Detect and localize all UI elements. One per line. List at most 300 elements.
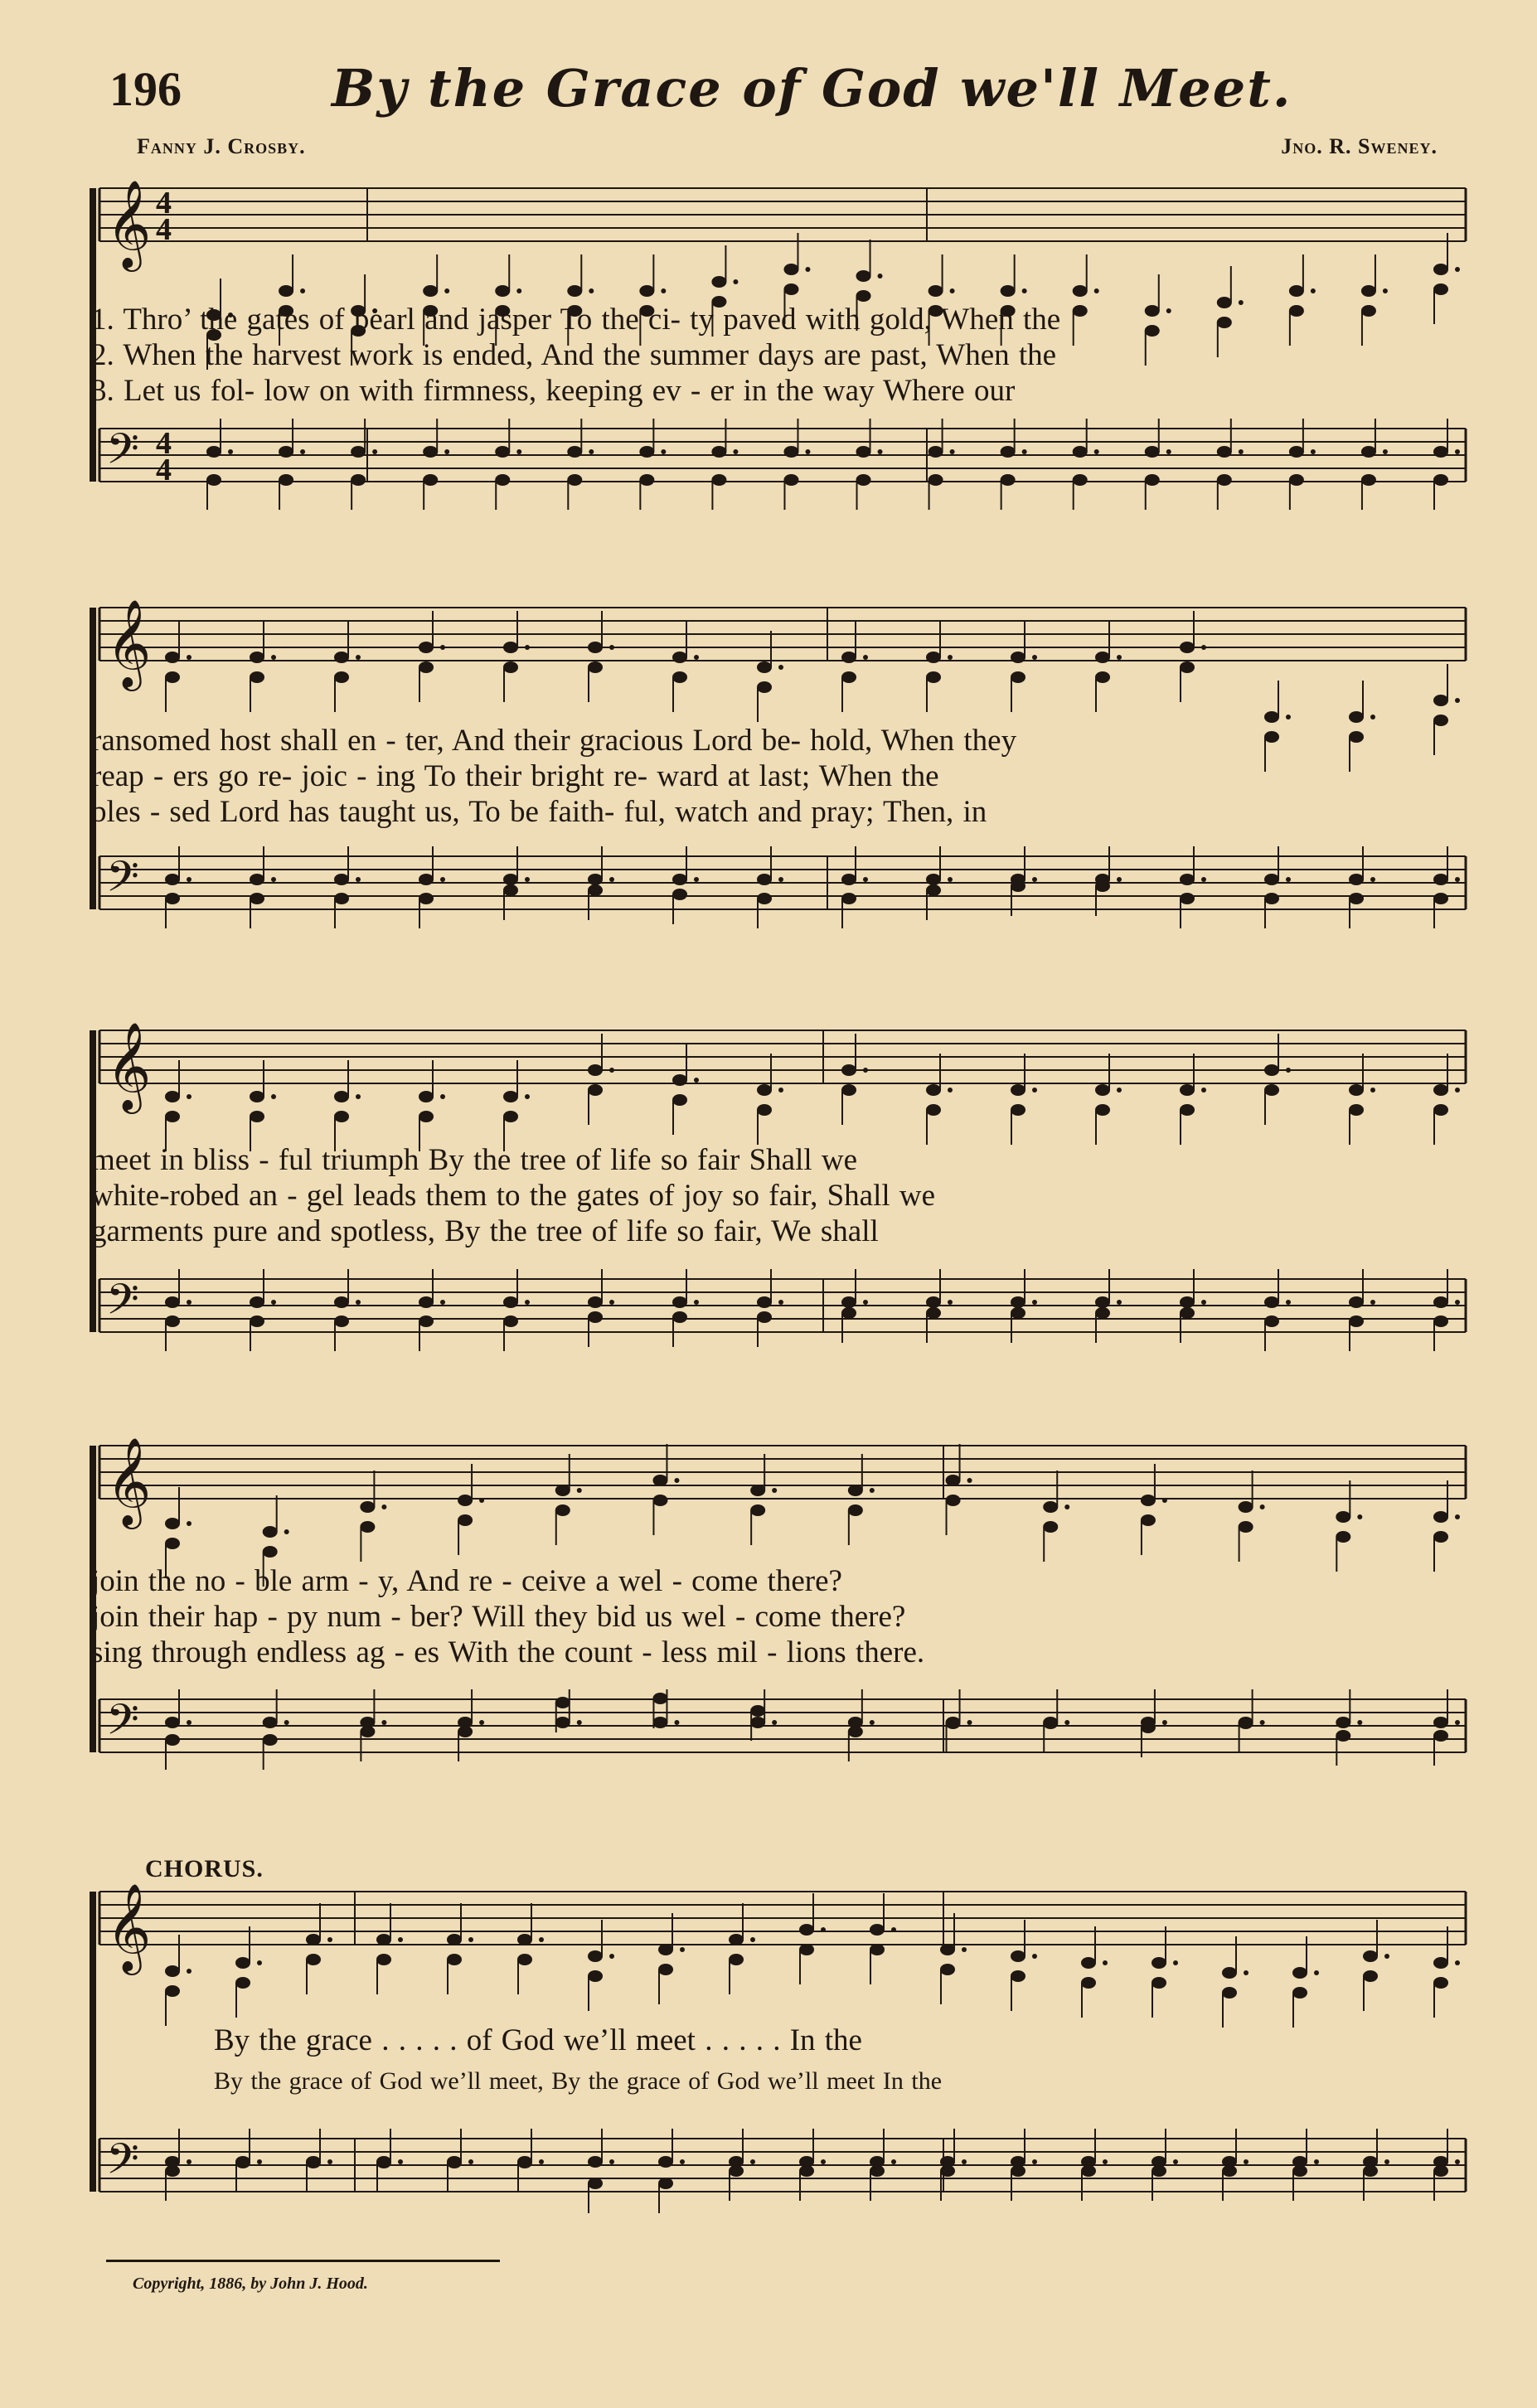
note-head <box>1363 1970 1378 1982</box>
lyric-verse-3: 3. Let us fol- low on with firmness, keeping ev - er in the way Where our <box>91 374 1016 408</box>
note-dot <box>609 1300 614 1305</box>
note-dot <box>1032 877 1037 882</box>
note-head <box>250 671 264 683</box>
note-dot <box>1311 449 1316 454</box>
note-head <box>503 661 518 673</box>
note-dot <box>948 1300 953 1305</box>
note-head <box>1011 2165 1025 2177</box>
note-dot <box>778 1088 783 1093</box>
note-head <box>1217 474 1232 486</box>
note-dot <box>661 288 666 293</box>
note-dot <box>257 2159 262 2164</box>
note-head <box>1180 1296 1195 1308</box>
note-dot <box>516 288 521 293</box>
note-dot <box>878 449 883 454</box>
note-head <box>334 1091 349 1102</box>
note-head <box>250 1296 264 1308</box>
note-head <box>1217 446 1232 458</box>
treble-staff <box>99 1882 1466 1975</box>
note-head <box>856 290 871 302</box>
note-head <box>360 1521 375 1533</box>
note-head <box>419 1296 434 1308</box>
treble-clef-icon: 𝄞 <box>106 1021 152 1110</box>
note-dot <box>694 1300 699 1305</box>
note-dot <box>1383 449 1388 454</box>
note-head <box>588 1311 603 1323</box>
note-head <box>419 1091 434 1102</box>
note-head <box>841 1084 856 1096</box>
note-head <box>165 1538 180 1549</box>
author-credit: Fanny J. Crosby. <box>137 134 306 158</box>
note-head <box>783 283 798 295</box>
note-head <box>750 1504 765 1516</box>
note-dot <box>398 2159 403 2164</box>
note-dot <box>327 2159 332 2164</box>
note-dot <box>1314 2159 1319 2164</box>
note-dot <box>891 1927 896 1932</box>
note-dot <box>772 1720 777 1725</box>
note-dot <box>805 449 810 454</box>
note-dot <box>444 288 449 293</box>
note-head <box>1180 1084 1195 1096</box>
note-head <box>672 652 687 663</box>
note-dot <box>1286 877 1291 882</box>
note-head <box>495 285 510 297</box>
note-dot <box>891 2159 896 2164</box>
bass-clef-icon: 𝄢 <box>106 1274 139 1335</box>
note-head <box>783 264 798 275</box>
note-dot <box>1162 1498 1167 1503</box>
note-head <box>1043 1718 1058 1729</box>
note-head <box>165 1985 180 1997</box>
note-head <box>263 1546 278 1558</box>
note-head <box>250 652 264 663</box>
lyrics-chorus <box>91 2023 1467 2099</box>
note-head <box>658 2178 673 2189</box>
lyrics-system-2 <box>91 723 1467 830</box>
note-head <box>419 893 434 904</box>
note-dot <box>271 655 276 660</box>
note-head <box>334 652 349 663</box>
note-head <box>165 652 180 663</box>
note-head <box>495 446 510 458</box>
note-head <box>1239 1501 1253 1513</box>
note-head <box>1336 1730 1350 1742</box>
note-head <box>588 884 603 896</box>
note-head <box>503 1111 518 1122</box>
note-head <box>588 2178 603 2189</box>
note-head <box>306 1934 321 1945</box>
note-head <box>652 1717 667 1728</box>
note-dot <box>525 645 530 650</box>
note-dot <box>468 2159 473 2164</box>
note-head <box>711 276 726 288</box>
note-head <box>1011 671 1025 683</box>
note-dot <box>1201 877 1206 882</box>
chorus-label: CHORUS. <box>145 1855 264 1882</box>
note-head <box>1363 2165 1378 2177</box>
note-head <box>567 285 582 297</box>
note-head <box>503 874 518 885</box>
time-signature-top: 4 <box>156 186 172 220</box>
note-head <box>870 1944 885 1955</box>
note-head <box>940 1964 955 1975</box>
note-dot <box>1244 2159 1249 2164</box>
note-head <box>1433 695 1448 706</box>
note-dot <box>962 1947 967 1952</box>
note-head <box>588 1064 603 1076</box>
note-dot <box>750 2159 755 2164</box>
note-head <box>711 446 726 458</box>
note-head <box>1141 1514 1156 1526</box>
note-head <box>1363 1950 1378 1962</box>
note-dot <box>1103 2159 1108 2164</box>
note-dot <box>863 1068 868 1073</box>
note-head <box>250 893 264 904</box>
note-dot <box>356 1094 361 1099</box>
note-head <box>1292 1967 1307 1979</box>
note-head <box>1073 285 1088 297</box>
note-head <box>750 1717 765 1728</box>
composer-credit: Jno. R. Sweney. <box>1281 134 1438 158</box>
note-head <box>334 671 349 683</box>
note-head <box>250 874 264 885</box>
note-dot <box>271 877 276 882</box>
note-head <box>1292 1987 1307 1999</box>
note-head <box>841 652 856 663</box>
note-head <box>926 874 941 885</box>
note-dot <box>271 1094 276 1099</box>
lyrics-system-1 <box>91 302 1467 409</box>
note-dot <box>1384 1954 1389 1959</box>
note-head <box>1222 1967 1237 1979</box>
note-head <box>1361 474 1376 486</box>
note-head <box>1145 474 1160 486</box>
note-head <box>1292 2165 1307 2177</box>
note-head <box>206 446 221 458</box>
note-dot <box>863 655 868 660</box>
note-dot <box>1286 1300 1291 1305</box>
note-head <box>1081 1957 1096 1969</box>
note-dot <box>674 1720 679 1725</box>
time-signature-bottom: 4 <box>156 212 172 247</box>
bass-clef-icon: 𝄢 <box>106 851 139 912</box>
note-head <box>841 1296 856 1308</box>
note-dot <box>187 1969 192 1974</box>
note-head <box>1433 1104 1448 1116</box>
note-head <box>757 1104 772 1116</box>
note-head <box>1433 1296 1448 1308</box>
note-head <box>376 2157 391 2168</box>
note-head <box>926 884 941 896</box>
note-head <box>1152 2165 1166 2177</box>
time-signature-top: 4 <box>156 426 172 461</box>
bass-staff <box>99 851 1466 912</box>
note-head <box>1095 671 1110 683</box>
note-dot <box>609 877 614 882</box>
note-head <box>1011 1104 1025 1116</box>
note-head <box>1152 1957 1166 1969</box>
note-head <box>517 2157 532 2168</box>
note-head <box>1349 874 1364 885</box>
note-head <box>1011 1950 1025 1962</box>
note-head <box>799 2165 814 2177</box>
note-head <box>729 2165 744 2177</box>
note-head <box>503 1091 518 1102</box>
note-head <box>929 285 943 297</box>
note-head <box>1433 264 1448 275</box>
note-head <box>588 661 603 673</box>
treble-clef-icon: 𝄞 <box>106 179 152 268</box>
lyric-verse-2: white-robed an - gel leads them to the gates of joy so fair, Shall we <box>91 1179 936 1213</box>
note-dot <box>950 449 955 454</box>
note-head <box>1095 652 1110 663</box>
note-head <box>729 1934 744 1945</box>
note-dot <box>948 1088 953 1093</box>
note-head <box>588 2156 603 2168</box>
note-dot <box>479 1720 484 1725</box>
note-dot <box>398 1937 403 1942</box>
note-dot <box>967 1720 972 1725</box>
note-dot <box>1162 1720 1167 1725</box>
note-head <box>1011 1307 1025 1319</box>
note-head <box>165 874 180 885</box>
note-dot <box>1201 1300 1206 1305</box>
note-dot <box>1357 1720 1362 1725</box>
note-head <box>1095 1104 1110 1116</box>
note-dot <box>440 1300 445 1305</box>
note-head <box>799 1944 814 1955</box>
note-dot <box>525 1094 530 1099</box>
note-head <box>757 1311 772 1323</box>
note-head <box>1095 1084 1110 1096</box>
note-head <box>165 1717 180 1728</box>
note-dot <box>577 1720 582 1725</box>
note-dot <box>1455 1720 1460 1725</box>
note-head <box>165 1518 180 1529</box>
note-dot <box>1117 877 1122 882</box>
note-dot <box>539 2159 544 2164</box>
note-head <box>926 1296 941 1308</box>
note-head <box>458 1514 473 1526</box>
note-dot <box>1173 2159 1178 2164</box>
note-head <box>1349 1104 1364 1116</box>
note-head <box>1180 1104 1195 1116</box>
note-head <box>841 1064 856 1076</box>
note-head <box>588 1970 603 1982</box>
hymn-number: 196 <box>109 62 182 116</box>
note-head <box>1011 1296 1025 1308</box>
note-dot <box>1032 655 1037 660</box>
lyric-verse-2: reap - ers go re- joic - ing To their bright re- ward at last; When the <box>91 759 939 793</box>
note-head <box>1433 1531 1448 1543</box>
note-head <box>376 1954 391 1965</box>
note-dot <box>479 1498 484 1503</box>
note-head <box>495 474 510 486</box>
note-dot <box>440 877 445 882</box>
note-head <box>929 474 943 486</box>
note-head <box>929 446 943 458</box>
note-dot <box>440 1094 445 1099</box>
note-head <box>672 889 687 900</box>
note-head <box>334 1315 349 1327</box>
note-dot <box>1117 1300 1122 1305</box>
note-dot <box>444 449 449 454</box>
note-head <box>263 1734 278 1746</box>
note-dot <box>1032 1300 1037 1305</box>
note-head <box>423 474 438 486</box>
note-head <box>419 1315 434 1327</box>
note-dot <box>1022 288 1027 293</box>
note-head <box>639 446 654 458</box>
note-dot <box>468 1937 473 1942</box>
note-head <box>940 2165 955 2177</box>
note-head <box>360 1501 375 1513</box>
bass-staff <box>99 1274 1466 1335</box>
note-head <box>926 652 941 663</box>
note-dot <box>300 449 305 454</box>
note-dot <box>356 877 361 882</box>
note-head <box>1433 1717 1448 1728</box>
treble-clef-icon: 𝄞 <box>106 1437 152 1525</box>
note-head <box>1001 474 1016 486</box>
note-head <box>856 270 871 282</box>
note-head <box>672 874 687 885</box>
note-head <box>1180 1307 1195 1319</box>
note-dot <box>1455 449 1460 454</box>
note-head <box>165 2165 180 2177</box>
note-head <box>419 1111 434 1122</box>
note-dot <box>870 1720 875 1725</box>
note-head <box>1043 1501 1058 1513</box>
note-head <box>848 1504 863 1516</box>
note-dot <box>1239 449 1244 454</box>
bass-clef-icon: 𝄢 <box>106 2134 139 2194</box>
note-head <box>1081 1977 1096 1989</box>
note-dot <box>356 655 361 660</box>
lyric-verse-1: join the no - ble arm - y, And re - ceive a wel - come there? <box>91 1564 842 1598</box>
note-head <box>658 2156 673 2168</box>
note-head <box>672 1296 687 1308</box>
note-dot <box>609 645 614 650</box>
note-head <box>1336 1717 1350 1728</box>
note-dot <box>271 1300 276 1305</box>
note-dot <box>1370 877 1375 882</box>
note-dot <box>1314 1970 1319 1975</box>
note-dot <box>589 288 594 293</box>
note-head <box>250 1111 264 1122</box>
note-head <box>1433 1084 1448 1096</box>
note-dot <box>589 449 594 454</box>
bass-clef-icon: 𝄢 <box>106 1694 139 1755</box>
note-head <box>946 1495 961 1506</box>
note-head <box>1095 880 1110 892</box>
note-head <box>672 1074 687 1086</box>
note-head <box>750 1705 765 1717</box>
note-head <box>757 681 772 693</box>
note-dot <box>440 645 445 650</box>
note-head <box>588 1296 603 1308</box>
note-head <box>1081 2165 1096 2177</box>
note-dot <box>1384 2159 1389 2164</box>
note-head <box>1043 1521 1058 1533</box>
note-head <box>588 1084 603 1096</box>
note-head <box>757 1084 772 1096</box>
lyrics-system-4 <box>91 1563 1467 1670</box>
note-head <box>1433 446 1448 458</box>
note-dot <box>516 449 521 454</box>
note-head <box>1289 446 1304 458</box>
note-head <box>926 671 941 683</box>
note-head <box>1011 652 1025 663</box>
note-head <box>1145 446 1160 458</box>
note-head <box>419 661 434 673</box>
note-dot <box>1094 449 1099 454</box>
note-head <box>235 2157 250 2168</box>
note-head <box>1264 711 1279 723</box>
note-head <box>1264 1315 1279 1327</box>
note-head <box>1180 893 1195 904</box>
note-head <box>1141 1495 1156 1506</box>
note-head <box>1180 642 1195 653</box>
note-dot <box>1455 698 1460 703</box>
note-head <box>1073 446 1088 458</box>
note-head <box>1095 1296 1110 1308</box>
note-dot <box>356 1300 361 1305</box>
note-head <box>1264 1296 1279 1308</box>
note-head <box>517 1934 532 1945</box>
note-head <box>334 874 349 885</box>
note-head <box>360 1726 375 1737</box>
note-head <box>848 1485 863 1496</box>
note-head <box>946 1475 961 1486</box>
note-head <box>1264 1084 1279 1096</box>
treble-staff <box>99 1021 1466 1114</box>
note-head <box>567 446 582 458</box>
note-head <box>165 1091 180 1102</box>
note-head <box>1349 893 1364 904</box>
note-head <box>1349 1084 1364 1096</box>
note-head <box>206 474 221 486</box>
copyright-rule <box>106 2260 500 2262</box>
note-dot <box>187 655 192 660</box>
note-dot <box>577 1488 582 1493</box>
note-dot <box>694 877 699 882</box>
note-head <box>334 1296 349 1308</box>
note-dot <box>1173 1960 1178 1965</box>
note-dot <box>372 449 377 454</box>
note-head <box>588 642 603 653</box>
note-dot <box>821 2159 826 2164</box>
note-dot <box>187 1720 192 1725</box>
note-head <box>351 446 366 458</box>
note-head <box>1433 893 1448 904</box>
note-head <box>658 1944 673 1955</box>
bass-clef-icon: 𝄢 <box>106 424 139 484</box>
note-dot <box>327 1937 332 1942</box>
note-head <box>799 1924 814 1936</box>
note-head <box>1180 661 1195 673</box>
note-head <box>1222 2165 1237 2177</box>
note-dot <box>1455 1300 1460 1305</box>
note-dot <box>228 449 233 454</box>
note-dot <box>1455 1088 1460 1093</box>
note-head <box>1349 1315 1364 1327</box>
note-head <box>567 474 582 486</box>
lyric-verse-3: bles - sed Lord has taught us, To be faith- ful, watch and pray; Then, in <box>91 795 987 829</box>
note-dot <box>1166 449 1171 454</box>
note-dot <box>778 1300 783 1305</box>
